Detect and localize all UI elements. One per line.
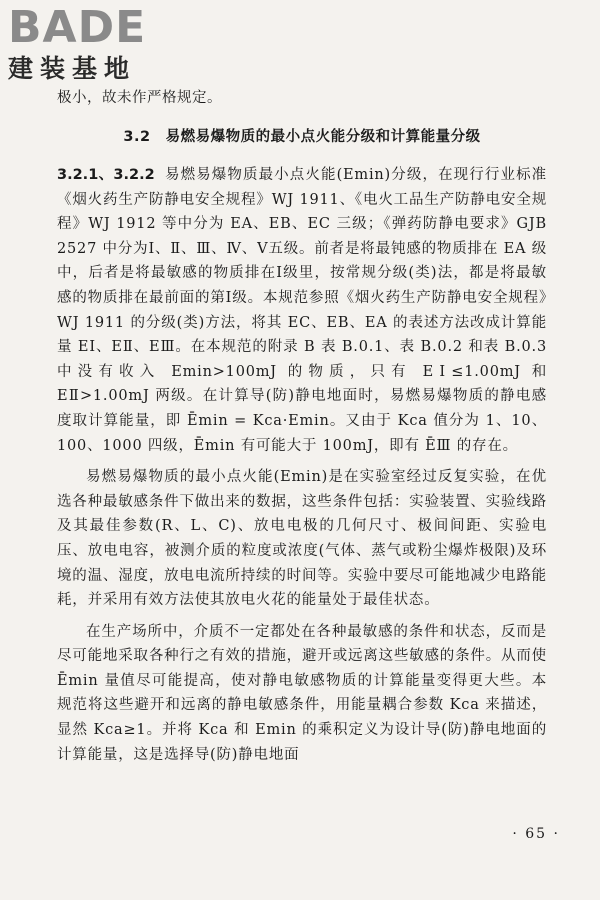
bade-logo: BADE [8, 2, 147, 53]
watermark-subtitle: 建装基地 [8, 54, 137, 83]
continued-text: 极小，故未作严格规定。 [57, 90, 222, 106]
paragraph-1-text: 易燃易爆物质最小点火能(Emin)分级，在现行行业标准《烟火药生产防静电安全规程》WJ 1911、《电火工品生产防静电安全规程》WJ 1912 等中分为 EA、EB、EC 三级；《弹药防静电要求》GJB 2527 中分为Ⅰ、Ⅱ、Ⅲ、Ⅳ、Ⅴ五级。前者是将最钝感的物质排在 EA 级中，后者是将最敏感的物质排在Ⅰ级里，按常规分级(类)法，都是将最敏感的物质排在最前面的第Ⅰ级。本规范参照《烟火药生产防静电安全规程》WJ 1911 的分级(类)方法，将其 EC、EB、EA 的表述方法改成计算能量 EⅠ、EⅡ、EⅢ。在本规范的附录 B 表 B.0.1、表 B.0.2 和表 B.0.3 中没有收入 Emin>100mJ 的物质，只有 EⅠ≤1.00mJ 和 EⅡ>1.00mJ 两级。在计算导(防)静电地面时，易燃易爆物质的静电感度取计算能量，即 Ēmin = Kca·Emin。又由于 Kca 值分为 1、10、100、1000 四级，Ēmin 有可能大于 100mJ，即有 ĒⅢ 的存在。 [57, 167, 547, 454]
paragraph-1 [57, 163, 547, 458]
page-number: · 65 · [512, 826, 560, 842]
section-heading: 3.2 易燃易爆物质的最小点火能分级和计算能量分级 [123, 129, 481, 145]
paragraph-2: 易燃易爆物质的最小点火能(Emin)是在实验室经过反复实验，在优选各种最敏感条件下做出来的数据，这些条件包括：实验装置、实验线路及其最佳参数(R、L、C)、放电电极的几何尺寸、极间间距、实验电压、放电电容，被测介质的粒度或浓度(气体、蒸气或粉尘爆炸极限)及环境的温、湿度，放电电流所持续的时间等。实验中要尽可能地减少电路能耗，并采用有效方法使其放电火花的能量处于最佳状态。 [57, 469, 547, 609]
paragraph-3: 在生产场所中，介质不一定都处在各种最敏感的条件和状态，反而是尽可能地采取各种行之有效的措施，避开或远离这些敏感的条件。从而使 Ēmin 量值尽可能提高，使对静电敏感物质的计算能量变得更大些。本规范将这些避开和远离的静电敏感条件，用能量耦合参数 Kca 来描述，显然 Kca≥1。并将 Kca 和 Emin 的乘积定义为设计导(防)静电地面的计算能量，这是选择导(防)静电地面 [57, 623, 547, 763]
page-content [57, 86, 547, 767]
bade-watermark [8, 4, 184, 88]
clause-number: 3.2.1、3.2.2 [57, 167, 155, 183]
